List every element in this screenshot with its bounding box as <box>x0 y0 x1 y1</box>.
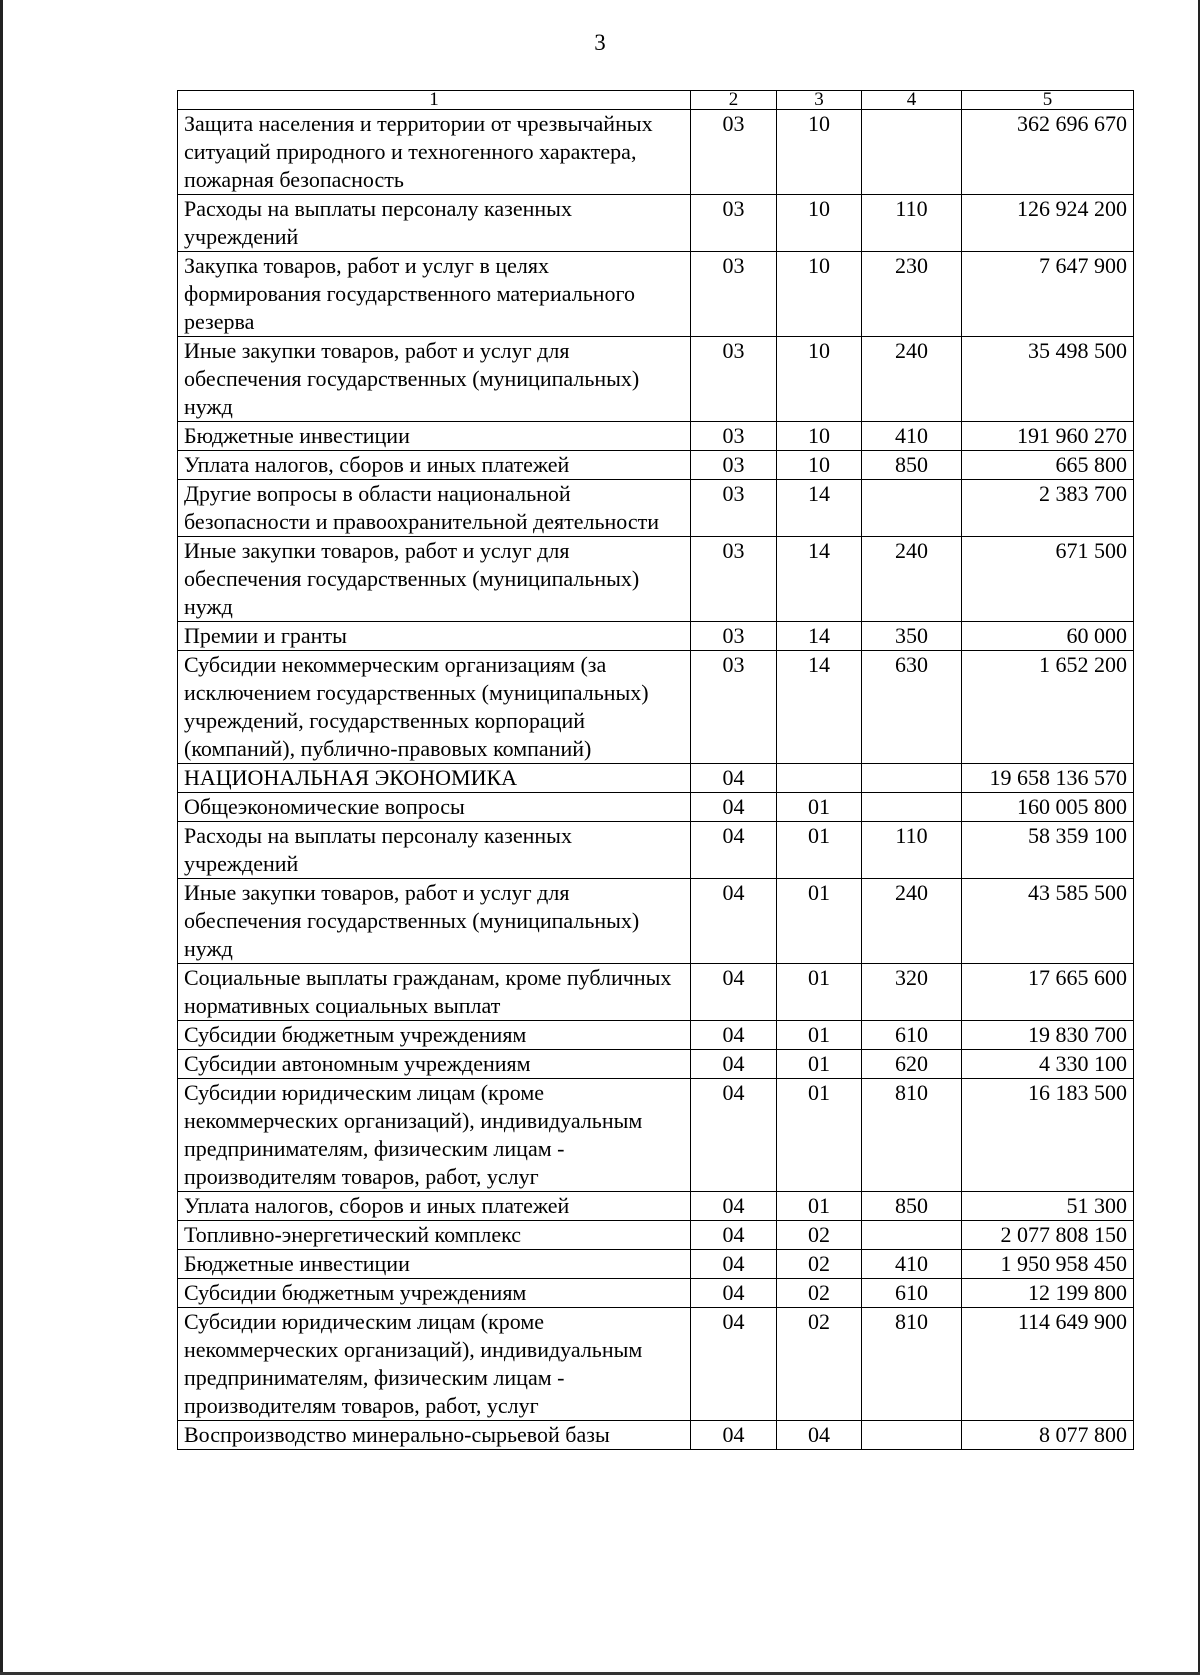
row-subsection-cell: 02 <box>777 1308 862 1421</box>
row-amount-cell: 7 647 900 <box>962 252 1134 337</box>
table-row <box>178 1192 1134 1221</box>
row-section-cell: 03 <box>691 337 777 422</box>
row-amount-cell: 1 950 958 450 <box>962 1250 1134 1279</box>
row-expense-type-cell: 240 <box>862 337 962 422</box>
table-row <box>178 1421 1134 1450</box>
row-name-cell: Защита населения и территории от чрезвычайных ситуаций природного и техногенного характера, пожарная безопасность <box>178 110 691 195</box>
row-expense-type-cell: 110 <box>862 195 962 252</box>
row-expense-type-cell: 810 <box>862 1079 962 1192</box>
row-subsection-cell: 01 <box>777 1079 862 1192</box>
budget-table-body <box>178 91 1134 1450</box>
row-expense-type-cell <box>862 480 962 537</box>
row-amount-cell: 2 077 808 150 <box>962 1221 1134 1250</box>
row-amount-cell: 671 500 <box>962 537 1134 622</box>
table-row <box>178 651 1134 764</box>
table-row <box>178 879 1134 964</box>
row-section-cell: 03 <box>691 110 777 195</box>
row-amount-cell: 114 649 900 <box>962 1308 1134 1421</box>
row-name-cell: Субсидии некоммерческим организациям (за исключением государственных (муниципальных) учреждений, государственных корпораций (компаний), публично-правовых компаний) <box>178 651 691 764</box>
row-section-cell: 04 <box>691 1421 777 1450</box>
table-row <box>178 793 1134 822</box>
row-name-cell: Социальные выплаты гражданам, кроме публичных нормативных социальных выплат <box>178 964 691 1021</box>
table-header-row <box>178 91 1134 110</box>
row-expense-type-cell: 850 <box>862 451 962 480</box>
row-name-cell: Субсидии бюджетным учреждениям <box>178 1279 691 1308</box>
row-expense-type-cell: 610 <box>862 1021 962 1050</box>
row-amount-cell: 2 383 700 <box>962 480 1134 537</box>
row-name-cell: Премии и гранты <box>178 622 691 651</box>
row-amount-cell: 665 800 <box>962 451 1134 480</box>
table-row <box>178 1221 1134 1250</box>
row-expense-type-cell: 240 <box>862 537 962 622</box>
row-section-cell: 04 <box>691 1221 777 1250</box>
table-row <box>178 337 1134 422</box>
row-subsection-cell: 02 <box>777 1221 862 1250</box>
row-name-cell: Бюджетные инвестиции <box>178 1250 691 1279</box>
row-section-cell: 04 <box>691 1192 777 1221</box>
row-subsection-cell: 02 <box>777 1279 862 1308</box>
row-section-cell: 03 <box>691 480 777 537</box>
table-row <box>178 1021 1134 1050</box>
table-row <box>178 480 1134 537</box>
row-section-cell: 03 <box>691 622 777 651</box>
page-number: 3 <box>594 30 606 55</box>
table-row <box>178 1250 1134 1279</box>
row-subsection-cell: 01 <box>777 793 862 822</box>
row-expense-type-cell: 410 <box>862 1250 962 1279</box>
row-name-cell: Закупка товаров, работ и услуг в целях формирования государственного материального резерва <box>178 252 691 337</box>
row-amount-cell: 1 652 200 <box>962 651 1134 764</box>
row-amount-cell: 126 924 200 <box>962 195 1134 252</box>
row-amount-cell: 16 183 500 <box>962 1079 1134 1192</box>
table-row <box>178 764 1134 793</box>
row-expense-type-cell: 620 <box>862 1050 962 1079</box>
row-subsection-cell: 04 <box>777 1421 862 1450</box>
row-name-cell: Иные закупки товаров, работ и услуг для обеспечения государственных (муниципальных) нужд <box>178 879 691 964</box>
row-amount-cell: 362 696 670 <box>962 110 1134 195</box>
row-amount-cell: 60 000 <box>962 622 1134 651</box>
row-amount-cell: 17 665 600 <box>962 964 1134 1021</box>
table-row <box>178 195 1134 252</box>
row-section-cell: 03 <box>691 451 777 480</box>
row-subsection-cell: 01 <box>777 1021 862 1050</box>
row-expense-type-cell: 810 <box>862 1308 962 1421</box>
row-section-cell: 03 <box>691 537 777 622</box>
row-expense-type-cell: 630 <box>862 651 962 764</box>
row-expense-type-cell: 350 <box>862 622 962 651</box>
table-row <box>178 537 1134 622</box>
row-subsection-cell: 01 <box>777 1192 862 1221</box>
row-amount-cell: 51 300 <box>962 1192 1134 1221</box>
row-section-cell: 04 <box>691 879 777 964</box>
row-name-cell: Иные закупки товаров, работ и услуг для обеспечения государственных (муниципальных) нужд <box>178 337 691 422</box>
table-row <box>178 822 1134 879</box>
row-subsection-cell: 10 <box>777 252 862 337</box>
table-row <box>178 1050 1134 1079</box>
row-section-cell: 03 <box>691 195 777 252</box>
table-row <box>178 1079 1134 1192</box>
row-name-cell: Субсидии юридическим лицам (кроме некоммерческих организаций), индивидуальным предпринимателям, физическим лицам - производителям товаров, работ, услуг <box>178 1308 691 1421</box>
row-subsection-cell: 14 <box>777 651 862 764</box>
header-cell: 2 <box>691 91 777 110</box>
row-amount-cell: 58 359 100 <box>962 822 1134 879</box>
row-subsection-cell: 10 <box>777 195 862 252</box>
row-name-cell: Субсидии автономным учреждениям <box>178 1050 691 1079</box>
row-name-cell: Субсидии юридическим лицам (кроме некоммерческих организаций), индивидуальным предпринимателям, физическим лицам - производителям товаров, работ, услуг <box>178 1079 691 1192</box>
row-expense-type-cell <box>862 1421 962 1450</box>
row-amount-cell: 191 960 270 <box>962 422 1134 451</box>
row-amount-cell: 43 585 500 <box>962 879 1134 964</box>
row-amount-cell: 12 199 800 <box>962 1279 1134 1308</box>
row-name-cell: Бюджетные инвестиции <box>178 422 691 451</box>
row-section-cell: 04 <box>691 1279 777 1308</box>
row-subsection-cell: 10 <box>777 337 862 422</box>
header-cell: 5 <box>962 91 1134 110</box>
table-row <box>178 964 1134 1021</box>
header-cell: 4 <box>862 91 962 110</box>
row-expense-type-cell <box>862 1221 962 1250</box>
scan-edge-left <box>0 0 3 1675</box>
row-name-cell: Субсидии бюджетным учреждениям <box>178 1021 691 1050</box>
row-amount-cell: 4 330 100 <box>962 1050 1134 1079</box>
row-expense-type-cell: 610 <box>862 1279 962 1308</box>
row-subsection-cell <box>777 764 862 793</box>
row-subsection-cell: 01 <box>777 1050 862 1079</box>
row-amount-cell: 160 005 800 <box>962 793 1134 822</box>
row-subsection-cell: 10 <box>777 451 862 480</box>
row-section-cell: 03 <box>691 252 777 337</box>
row-name-cell: Воспроизводство минерально-сырьевой базы <box>178 1421 691 1450</box>
row-expense-type-cell: 410 <box>862 422 962 451</box>
row-amount-cell: 8 077 800 <box>962 1421 1134 1450</box>
table-row <box>178 110 1134 195</box>
row-expense-type-cell: 320 <box>862 964 962 1021</box>
row-section-cell: 04 <box>691 764 777 793</box>
row-subsection-cell: 01 <box>777 964 862 1021</box>
row-section-cell: 03 <box>691 651 777 764</box>
row-subsection-cell: 14 <box>777 537 862 622</box>
table-row <box>178 1279 1134 1308</box>
table-row <box>178 622 1134 651</box>
row-subsection-cell: 14 <box>777 480 862 537</box>
row-subsection-cell: 02 <box>777 1250 862 1279</box>
header-cell: 3 <box>777 91 862 110</box>
row-subsection-cell: 14 <box>777 622 862 651</box>
row-amount-cell: 19 830 700 <box>962 1021 1134 1050</box>
row-name-cell: Иные закупки товаров, работ и услуг для обеспечения государственных (муниципальных) нужд <box>178 537 691 622</box>
header-cell: 1 <box>178 91 691 110</box>
table-row <box>178 422 1134 451</box>
row-expense-type-cell: 110 <box>862 822 962 879</box>
row-name-cell: Уплата налогов, сборов и иных платежей <box>178 1192 691 1221</box>
row-name-cell: Расходы на выплаты персоналу казенных учреждений <box>178 195 691 252</box>
row-subsection-cell: 01 <box>777 822 862 879</box>
row-section-cell: 03 <box>691 422 777 451</box>
row-subsection-cell: 01 <box>777 879 862 964</box>
row-name-cell: Общеэкономические вопросы <box>178 793 691 822</box>
row-name-cell: Уплата налогов, сборов и иных платежей <box>178 451 691 480</box>
row-section-cell: 04 <box>691 964 777 1021</box>
table-row <box>178 1308 1134 1421</box>
row-name-cell: НАЦИОНАЛЬНАЯ ЭКОНОМИКА <box>178 764 691 793</box>
row-expense-type-cell <box>862 793 962 822</box>
table-row <box>178 451 1134 480</box>
row-name-cell: Расходы на выплаты персоналу казенных учреждений <box>178 822 691 879</box>
row-section-cell: 04 <box>691 1050 777 1079</box>
table-row <box>178 252 1134 337</box>
row-name-cell: Топливно-энергетический комплекс <box>178 1221 691 1250</box>
row-section-cell: 04 <box>691 1250 777 1279</box>
row-name-cell: Другие вопросы в области национальной безопасности и правоохранительной деятельности <box>178 480 691 537</box>
budget-table <box>177 90 1134 1450</box>
row-section-cell: 04 <box>691 1308 777 1421</box>
row-expense-type-cell <box>862 110 962 195</box>
row-subsection-cell: 10 <box>777 110 862 195</box>
row-section-cell: 04 <box>691 1079 777 1192</box>
row-section-cell: 04 <box>691 1021 777 1050</box>
row-expense-type-cell: 240 <box>862 879 962 964</box>
row-expense-type-cell <box>862 764 962 793</box>
row-amount-cell: 19 658 136 570 <box>962 764 1134 793</box>
row-section-cell: 04 <box>691 822 777 879</box>
row-subsection-cell: 10 <box>777 422 862 451</box>
row-amount-cell: 35 498 500 <box>962 337 1134 422</box>
row-expense-type-cell: 230 <box>862 252 962 337</box>
row-section-cell: 04 <box>691 793 777 822</box>
row-expense-type-cell: 850 <box>862 1192 962 1221</box>
